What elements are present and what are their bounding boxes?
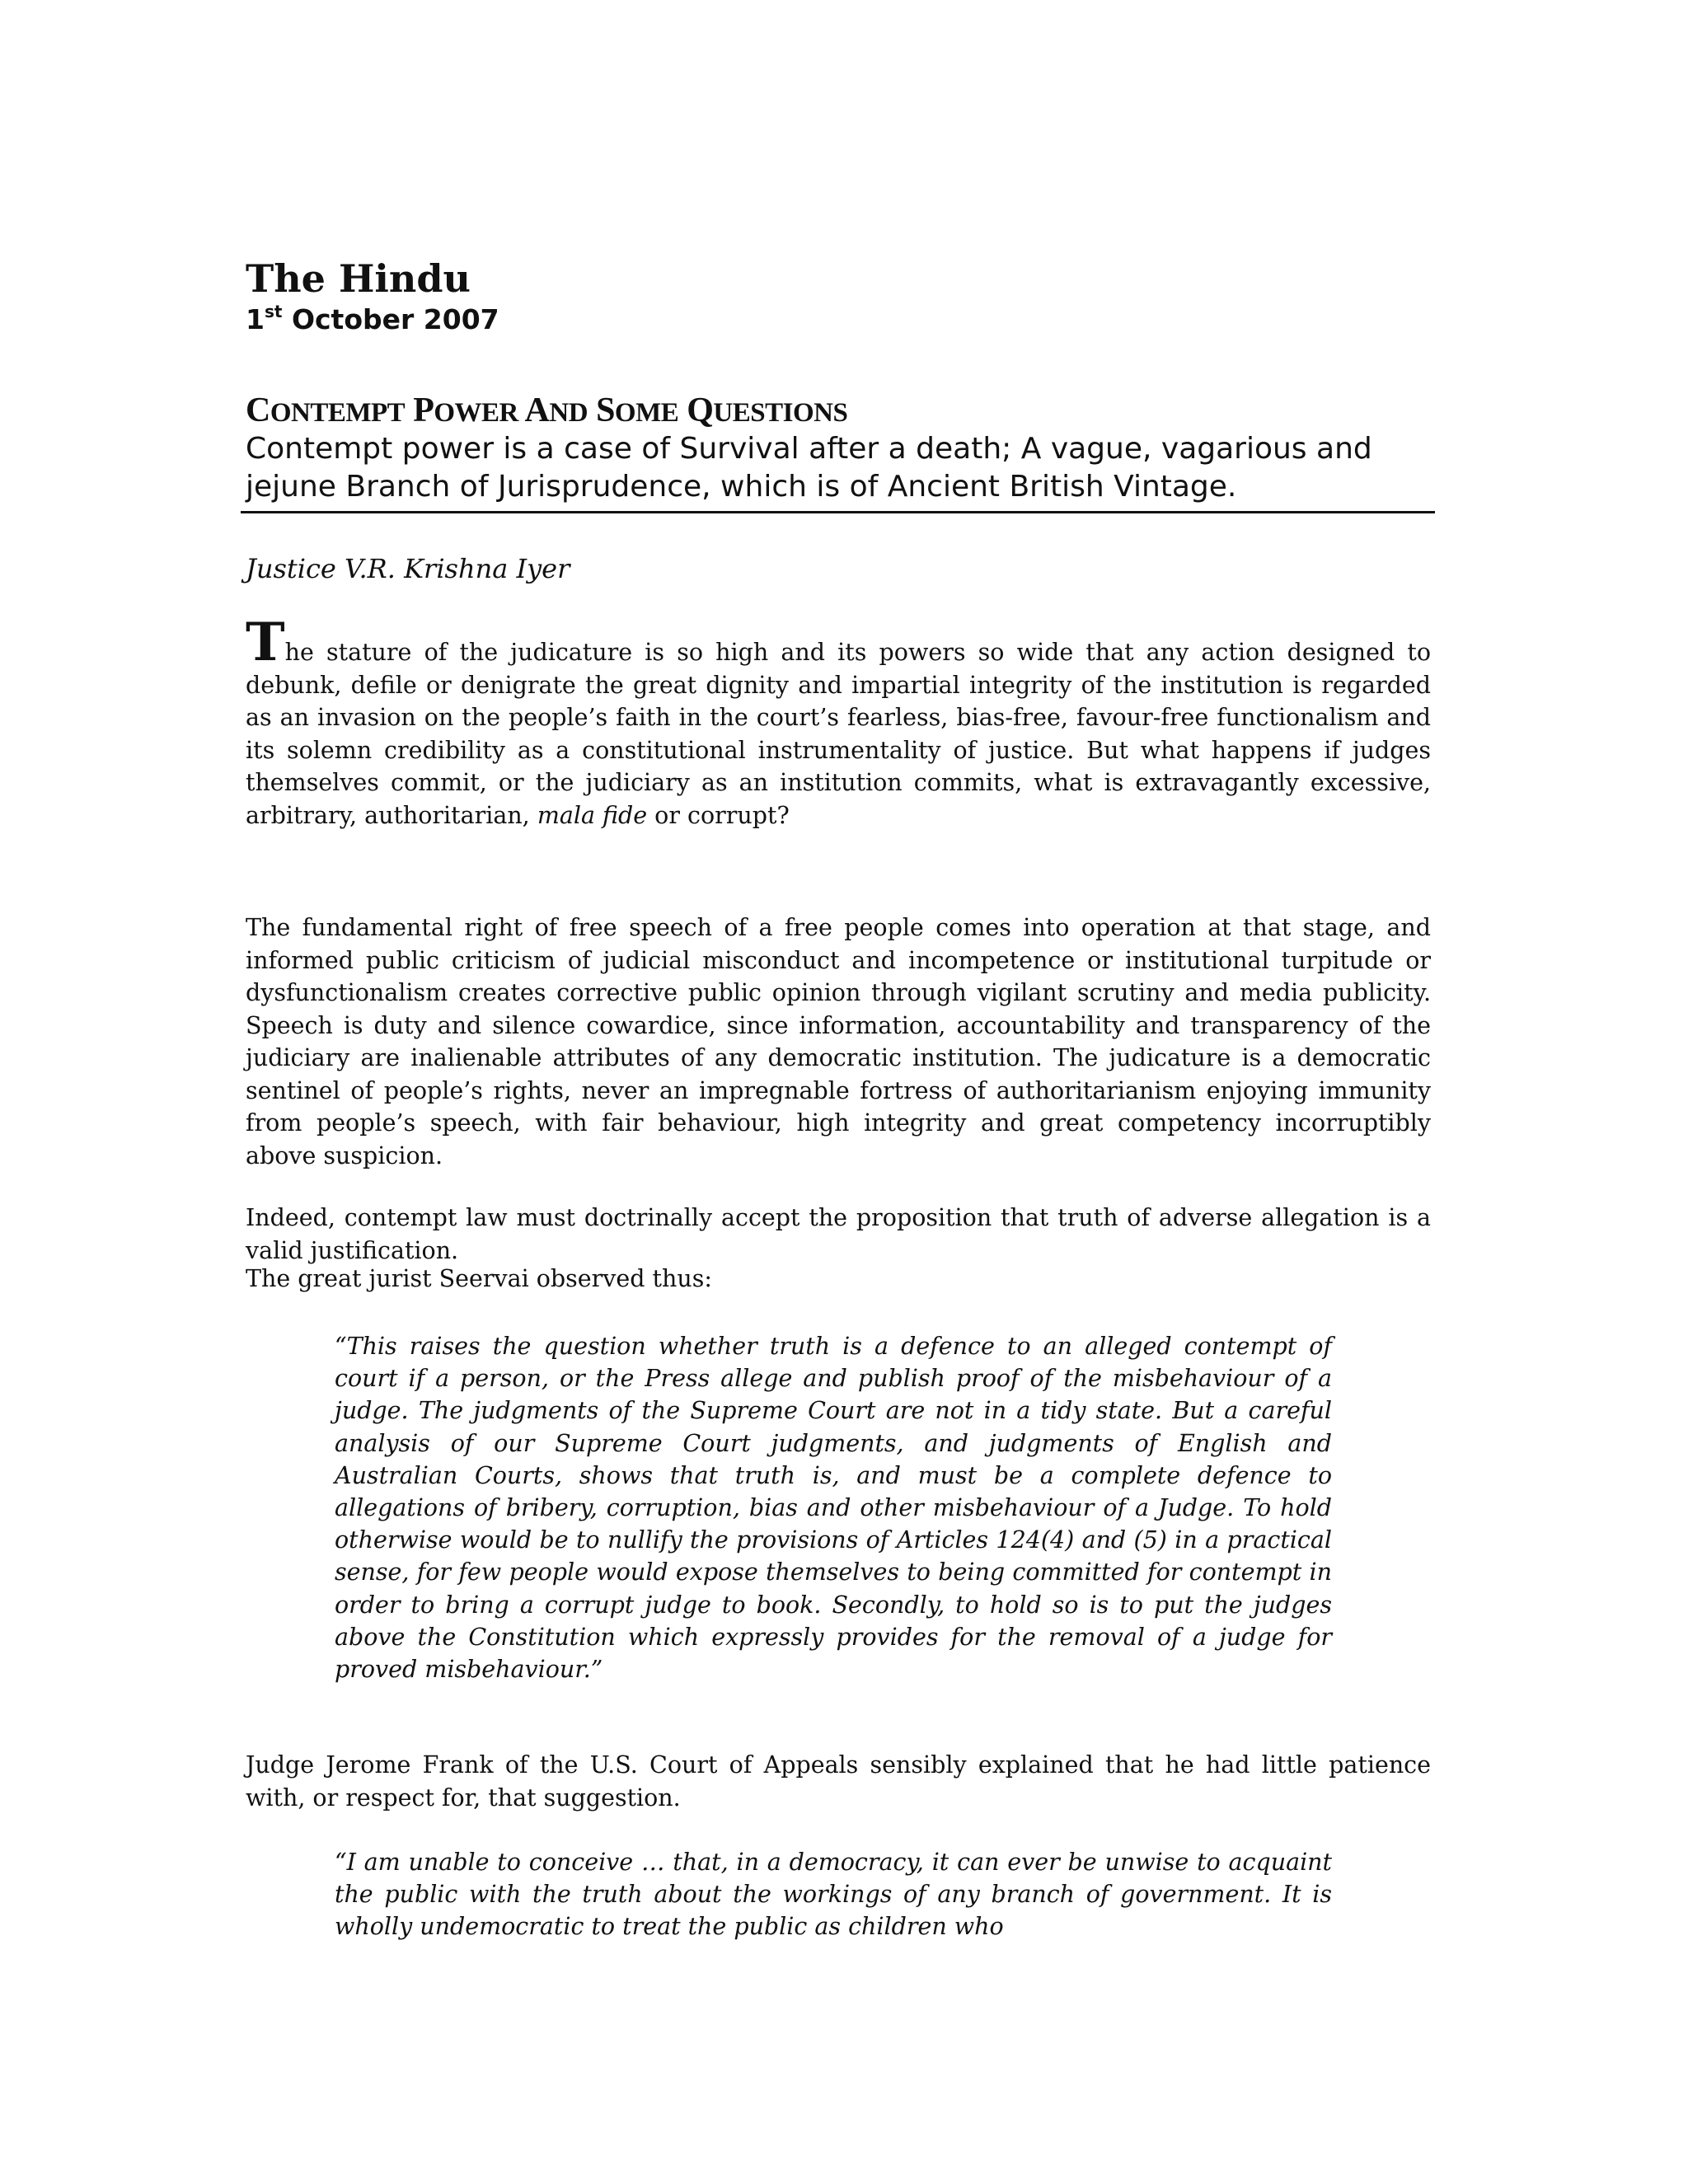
headline-divider [241, 511, 1435, 513]
italic-phrase: mala fide [537, 801, 648, 829]
body-paragraph-4: Judge Jerome Frank of the U.S. Court of Appeals sensibly explained that he had little patience with, or respect for, that suggestion. [246, 1751, 1431, 1811]
date-day: 1 [246, 303, 265, 335]
publication-date [246, 302, 499, 338]
body-paragraph-3: Indeed, contempt law must doctrinally accept the proposition that truth of adverse allegation is a valid justification. [246, 1204, 1431, 1264]
body-paragraph-1 [246, 612, 1431, 832]
block-quote-seervai: “This raises the question whether truth is a defence to an alleged contempt of court if a person, or the Press allege and publish proof of the misbehaviour of a judge. The judgments of the Supreme Court are not in a tidy state. But a careful analysis of our Supreme Court judgments, and judgments of English and Australian Courts, shows that truth is, and must be a complete defence to allegations of bribery, corruption, bias and other misbehaviour of a Judge. To hold otherwise would be to nullify the provisions of Articles 124(4) and (5) in a practical sense, for few people would expose themselves to being committed for contempt in order to bring a corrupt judge to book. Secondly, to hold so is to put the judges above the Constitution which expressly provides for the removal of a judge for proved misbehaviour.” [335, 1333, 1332, 1684]
drop-cap: T [246, 612, 285, 673]
body-paragraph-2: The fundamental right of free speech of a free people comes into operation at that stage, and informed public criticism of judicial misconduct and incompetence or institutional turpitude or dysfunctionalism creates corrective public opinion through vigilant scrutiny and media publicity. Speech is duty and silence cowardice, since information, accountability and transparency of the judiciary are inalienable attributes of any democratic institution. The judicature is a democratic sentinel of people’s rights, never an impregnable fortress of authoritarianism enjoying immunity from people’s speech, with fair behaviour, high integrity and great competency incorruptibly above suspicion. [246, 914, 1431, 1169]
paragraph-text: he stature of the judicature is so high and its powers so wide that any action designed to debunk, defile or denigrate the great dignity and impartial integrity of the institution is regarded as an invasion on the people’s faith in the court’s fearless, bias-free, favour-free functionalism and its solemn credibility as a constitutional instrumentality of justice. But what happens if judges themselves commit, or the judiciary as an institution commits, what is extravagantly excessive, arbitrary, authoritarian, [246, 639, 1431, 829]
article-headline [246, 389, 847, 434]
headline-word: AND [524, 391, 588, 429]
publication-name: The Hindu [246, 256, 471, 301]
body-paragraph-3b: The great jurist Seervai observed thus: [246, 1265, 712, 1292]
headline-word: QUESTIONS [687, 391, 848, 429]
headline-word: CONTEMPT [246, 391, 406, 429]
block-quote-frank: “I am unable to conceive … that, in a democracy, it can ever be unwise to acquaint the public with the truth about the workings of any branch of government. It is wholly undemocratic to treat the public as children who [335, 1849, 1332, 1941]
article-byline: Justice V.R. Krishna Iyer [246, 553, 570, 584]
headline-word: POWER [413, 391, 518, 429]
date-rest: October 2007 [291, 303, 499, 335]
article-subheadline: Contempt power is a case of Survival after a death; A vague, vagarious and jejune Branch of Jurisprudence, which is of Ancient British Vintage. [246, 432, 1372, 504]
date-suffix: st [264, 302, 283, 321]
headline-word: SOME [596, 391, 679, 429]
paragraph-text: or corrupt? [647, 801, 790, 829]
